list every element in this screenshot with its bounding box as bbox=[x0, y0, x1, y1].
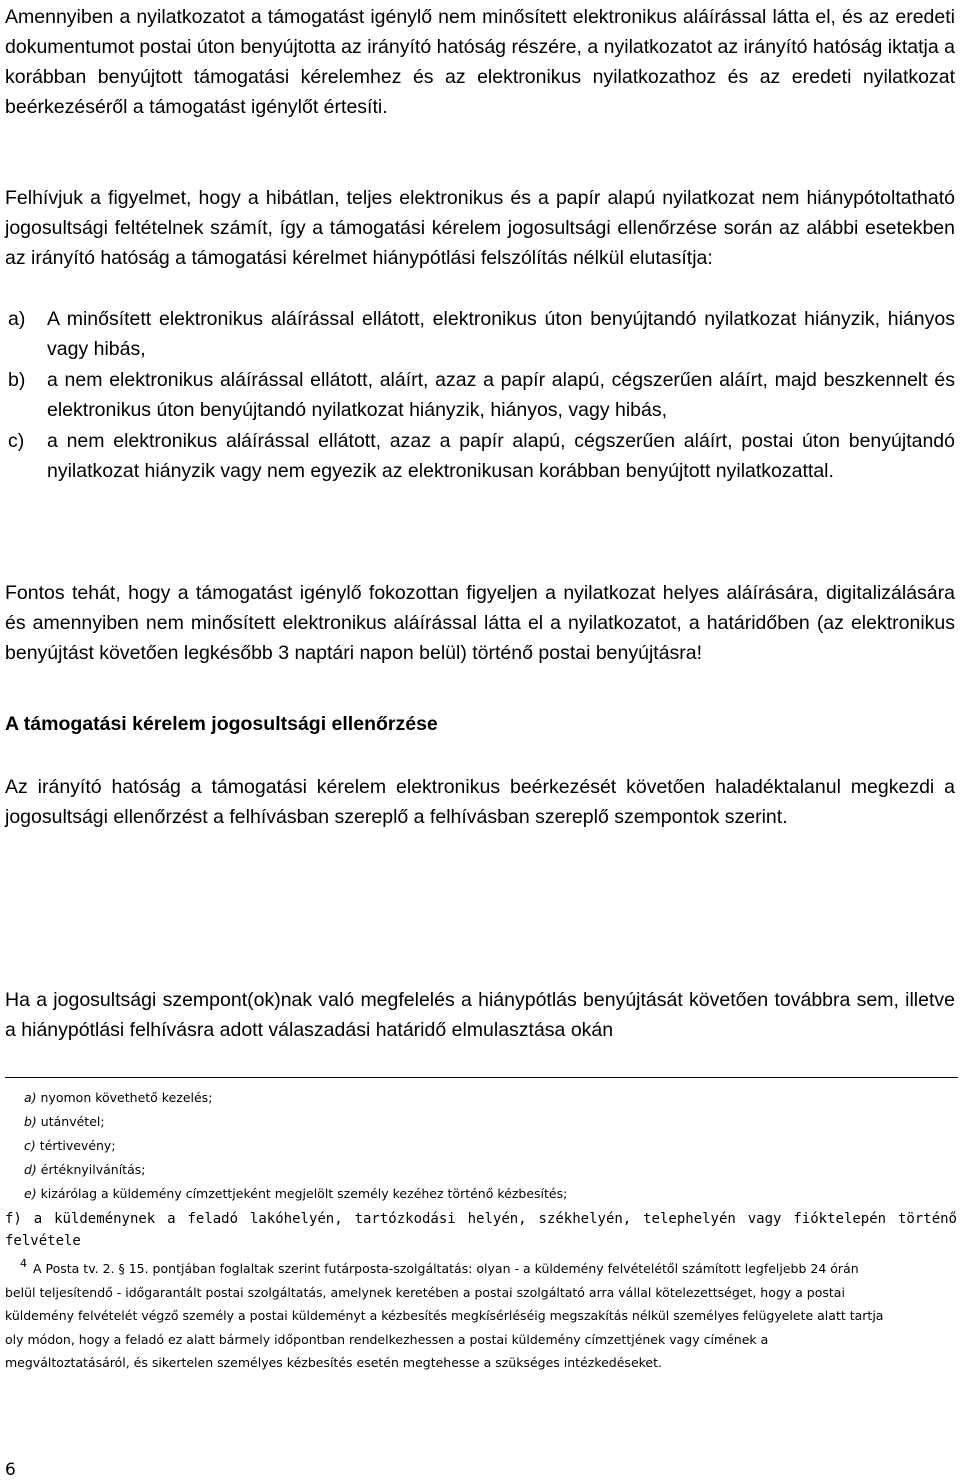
footnote-4-text: A Posta tv. 2. § 15. pontjában foglaltak szerint futárposta-szolgáltatás: olyan - a küldemény felvételétől számított legfeljebb 24 órán bbox=[33, 1261, 859, 1276]
footnote-text: értéknyilvánítás; bbox=[40, 1162, 146, 1177]
footnote-marker: e) bbox=[24, 1186, 37, 1201]
list-item bbox=[5, 426, 955, 486]
footnote-marker: c) bbox=[24, 1138, 36, 1153]
footnote-divider bbox=[5, 1077, 958, 1078]
footnote-4-number: 4 bbox=[20, 1257, 27, 1270]
check-paragraph: Az irányító hatóság a támogatási kérelem elektronikus beérkezését követően haladéktalanul megkezdi a jogosultsági ellenőrzést a felhívásban szereplő a felhívásban szereplő szempontok szerint. bbox=[5, 776, 955, 828]
footnote-item bbox=[24, 1158, 944, 1182]
list-marker: b) bbox=[8, 369, 26, 391]
footnote-text: nyomon követhető kezelés; bbox=[40, 1090, 213, 1105]
list-item bbox=[5, 304, 955, 364]
deficiency-paragraph: Ha a jogosultsági szempont(ok)nak való megfelelés a hiánypótlás benyújtását követően továbbra sem, illetve a hiánypótlási felhívásra adott válaszadási határidő elmulasztása okán bbox=[5, 989, 955, 1041]
rejection-cases-list bbox=[5, 304, 955, 487]
footnote-text: utánvétel; bbox=[40, 1114, 105, 1129]
list-item-text: a nem elektronikus aláírással ellátott, aláírt, azaz a papír alapú, cégszerűen aláírt, majd beszkennelt és elektronikus úton benyújtandó nyilatkozat hiányzik, hiányos, vagy hibás, bbox=[47, 369, 955, 421]
notice-paragraph: Felhívjuk a figyelmet, hogy a hibátlan, teljes elektronikus és a papír alapú nyilatkozat nem hiánypótoltatható jogosultsági feltételnek számít, így a támogatási kérelem jogosultsági ellenőrzése során az alábbi esetekben az irányító hatóság a támogatási kérelmet hiánypótlási felszólítás nélkül elutasítja: bbox=[5, 187, 955, 269]
list-marker: c) bbox=[8, 430, 25, 452]
list-item bbox=[5, 365, 955, 425]
section-heading: A támogatási kérelem jogosultsági ellenőrzése bbox=[5, 713, 438, 735]
list-item-text: a nem elektronikus aláírással ellátott, azaz a papír alapú, cégszerűen aláírt, postai úton benyújtandó nyilatkozat hiányzik vagy nem egyezik az elektronikusan korábban benyújtott nyilatkozattal. bbox=[47, 430, 955, 482]
footnote-item bbox=[24, 1134, 944, 1158]
footnote-item bbox=[24, 1110, 944, 1134]
footnote-item bbox=[24, 1086, 944, 1110]
list-marker: a) bbox=[8, 308, 26, 330]
footnote-text: kizárólag a küldemény címzettjeként megjelölt személy kezéhez történő kézbesítés; bbox=[40, 1186, 568, 1201]
footnote-4-line bbox=[5, 1257, 950, 1281]
intro-paragraph: Amennyiben a nyilatkozatot a támogatást igénylő nem minősített elektronikus aláírással látta el, és az eredeti dokumentumot postai úton benyújtotta az irányító hatóság részére, a nyilatkozatot az irányító hatóság iktatja a korábban benyújtott támogatási kérelemhez és az elektronikus nyilatkozathoz és az eredeti nyilatkozat beérkezéséről a támogatást igénylőt értesíti. bbox=[5, 6, 955, 118]
footnote-f-item: f) a küldeménynek a feladó lakóhelyén, tartózkodási helyén, székhelyén, telephelyén vagy fióktelepén történő felvétele bbox=[5, 1211, 957, 1249]
footnote-4 bbox=[5, 1257, 950, 1375]
footnote-4-line: küldemény felvételét végző személy a postai küldeményt a kézbesítés megkísérléséig megszakítás nélkül személyes felügyelete alatt tartja bbox=[5, 1308, 884, 1323]
footnote-text: tértivevény; bbox=[39, 1138, 116, 1153]
list-item-text: A minősített elektronikus aláírással ellátott, elektronikus úton benyújtandó nyilatkozat hiányzik, hiányos vagy hibás, bbox=[47, 308, 955, 360]
footnote-marker: b) bbox=[24, 1114, 37, 1129]
footnote-marker: d) bbox=[24, 1162, 37, 1177]
footnote-list bbox=[24, 1086, 944, 1206]
footnote-4-line: megváltoztatásáról, és sikertelen személyes kézbesítés esetén megtehesse a szükséges intézkedéseket. bbox=[5, 1355, 662, 1370]
footnote-4-line: oly módon, hogy a feladó ez alatt bármely időpontban rendelkezhessen a postai küldemény címzettjének vagy címének a bbox=[5, 1331, 769, 1347]
footnote-marker: a) bbox=[24, 1090, 37, 1105]
footnote-item bbox=[24, 1182, 944, 1206]
footnote-4-line: belül teljesítendő - időgarantált postai szolgáltatás, amelynek keretében a postai szolgáltató arra vállal kötelezettséget, hogy a postai bbox=[5, 1284, 845, 1300]
page-number: 6 bbox=[5, 1460, 16, 1480]
important-paragraph: Fontos tehát, hogy a támogatást igénylő fokozottan figyeljen a nyilatkozat helyes aláírására, digitalizálására és amennyiben nem minősített elektronikus aláírással látta el a nyilatkozatot, a határidőben (az elektronikus benyújtást követően legkésőbb 3 naptári napon belül) történő postai benyújtásra! bbox=[5, 582, 955, 664]
